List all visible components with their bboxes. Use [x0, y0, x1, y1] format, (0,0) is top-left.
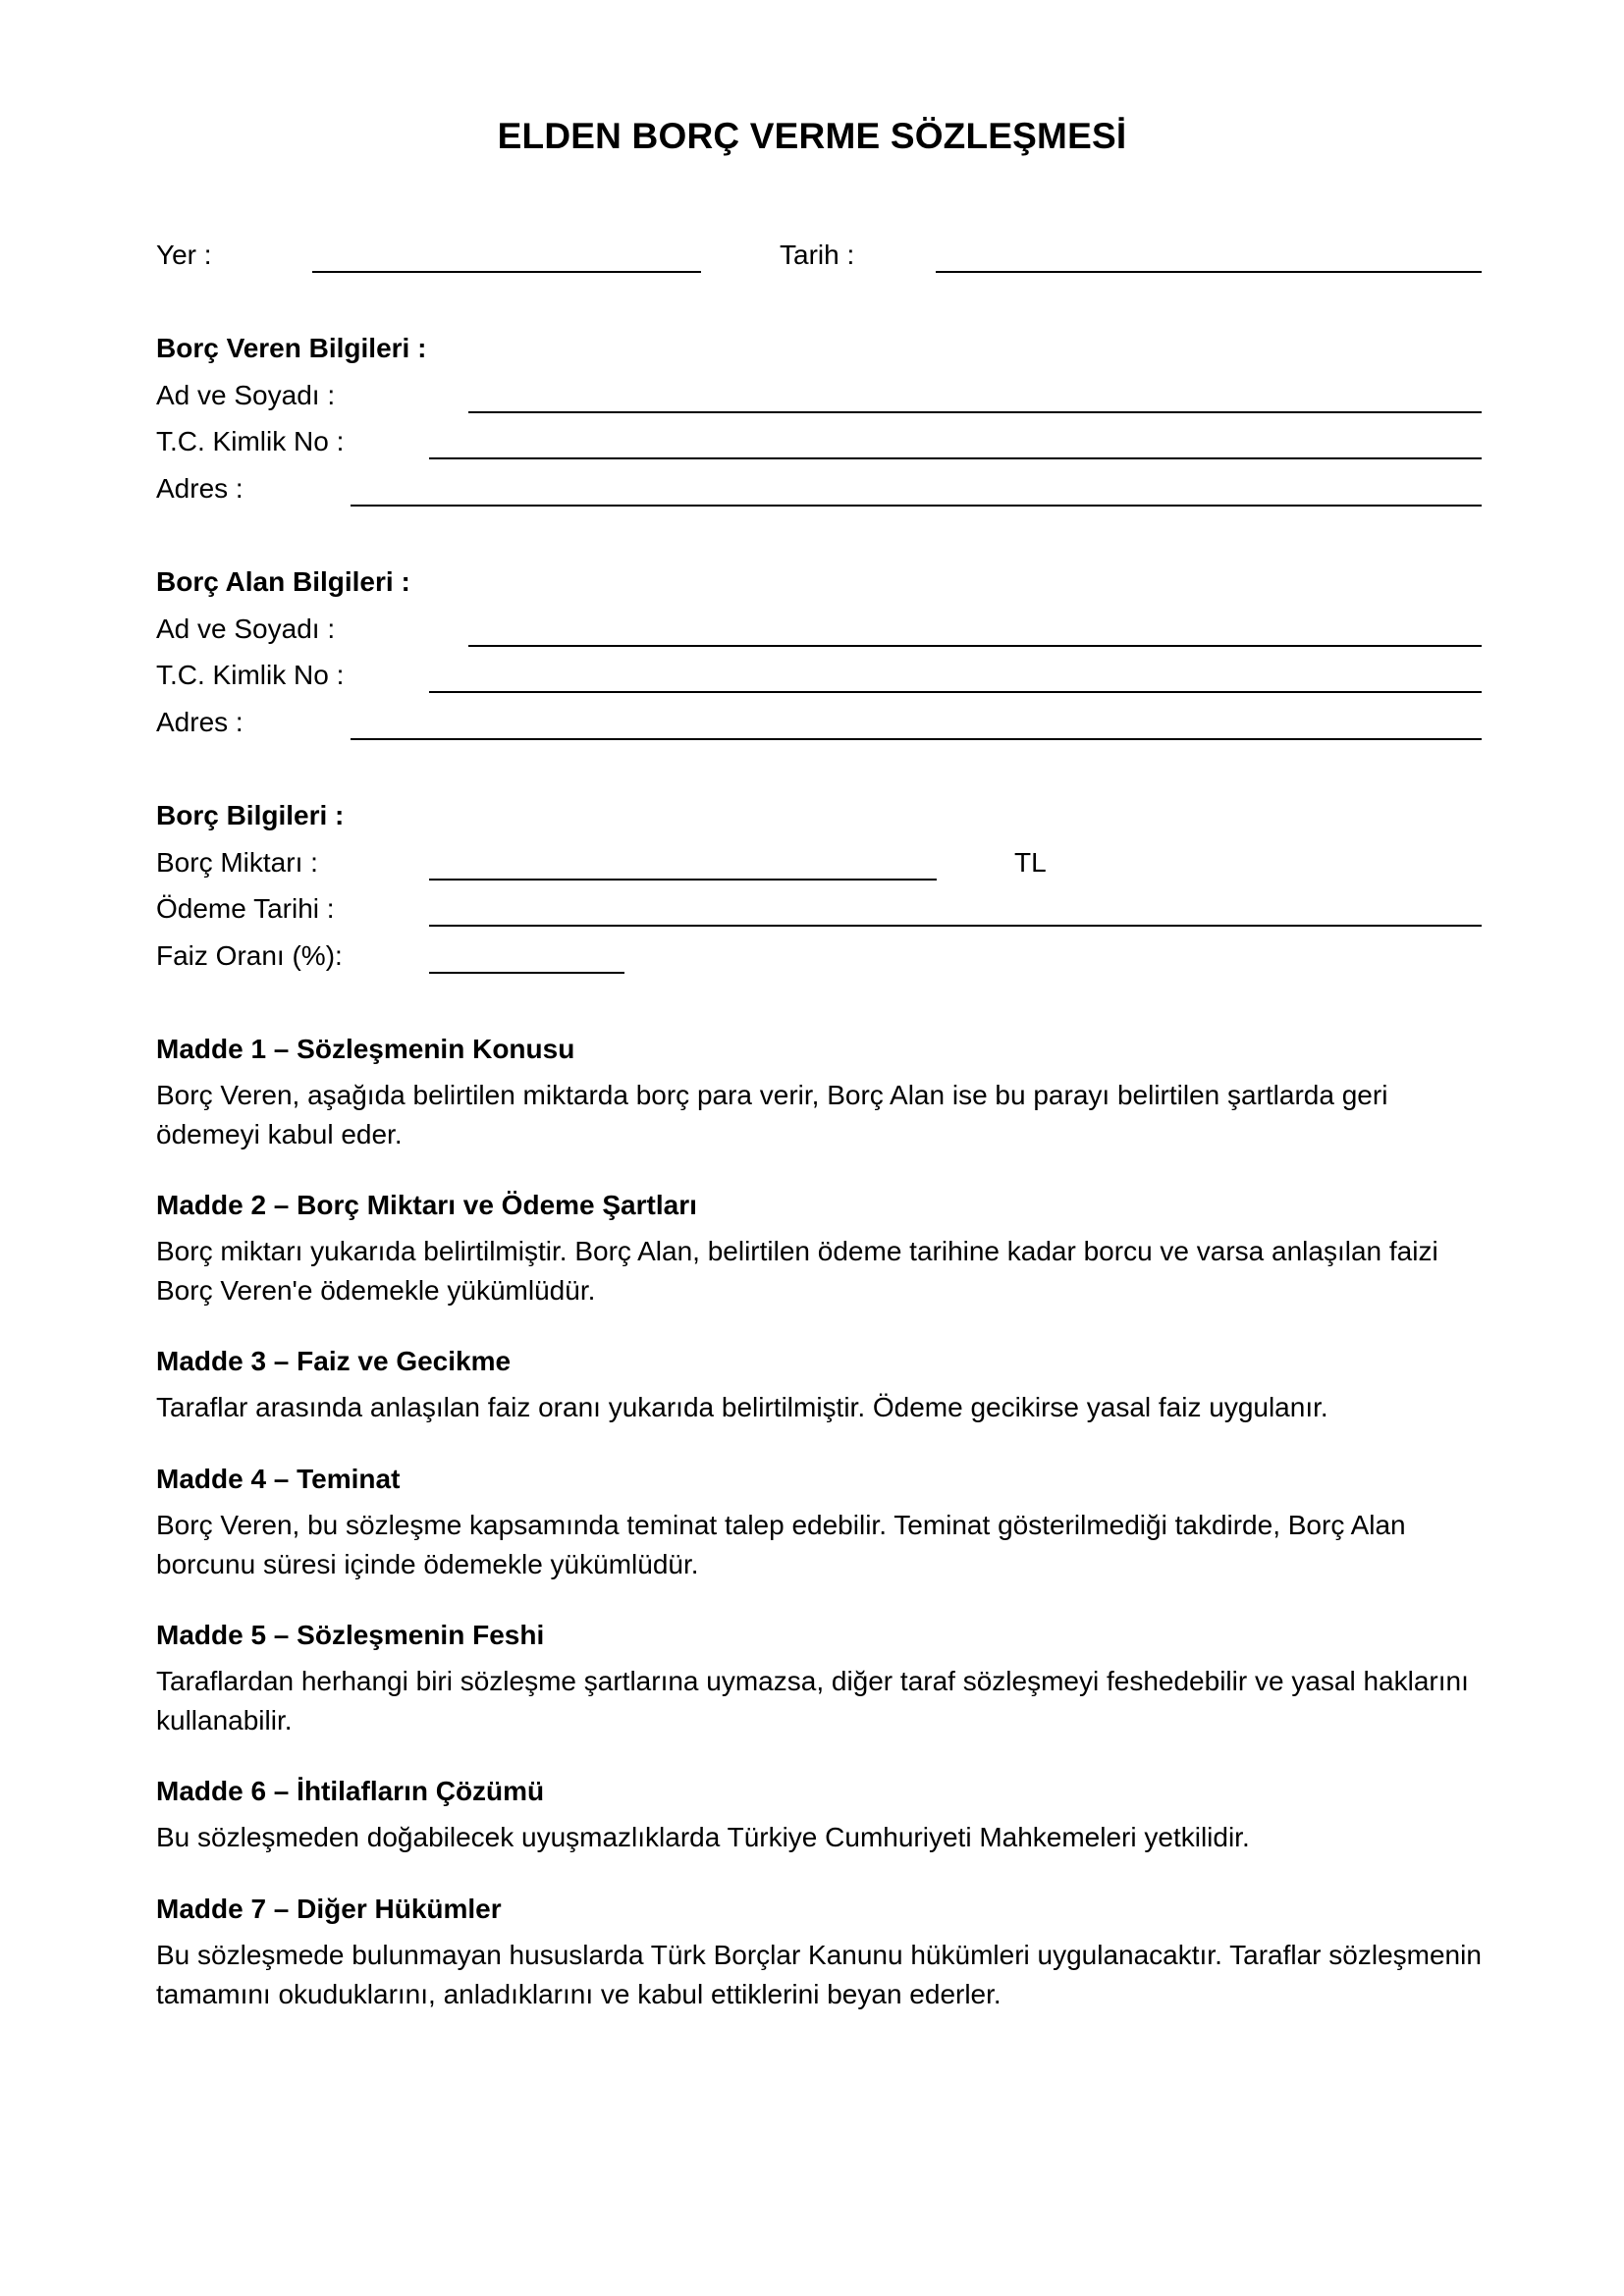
payment-date-label: Ödeme Tarihi :: [156, 893, 335, 924]
borrower-heading: Borç Alan Bilgileri :: [156, 566, 410, 597]
currency-label: TL: [1014, 847, 1047, 878]
article-5-text: Taraflardan herhangi biri sözleşme şartlarına uymazsa, diğer taraf sözleşmeyi feshedebilir ve yasal haklarını kullanabilir.: [156, 1666, 1469, 1735]
interest-rate-field-line[interactable]: [429, 972, 624, 974]
payment-date-field-line[interactable]: [429, 925, 1482, 927]
loan-heading: Borç Bilgileri :: [156, 800, 345, 830]
lender-id-label: T.C. Kimlik No :: [156, 426, 345, 456]
lender-heading: Borç Veren Bilgileri :: [156, 333, 427, 363]
lender-id-field-line[interactable]: [429, 457, 1482, 459]
article-2-text: Borç miktarı yukarıda belirtilmiştir. Borç Alan, belirtilen ödeme tarihine kadar borcu ve varsa anlaşılan faizi Borç Veren'e ödemekle yükümlüdür.: [156, 1236, 1438, 1306]
article-2-title: Madde 2 – Borç Miktarı ve Ödeme Şartları: [156, 1190, 697, 1220]
borrower-name-field-line[interactable]: [468, 645, 1482, 647]
lender-name-label: Ad ve Soyadı :: [156, 380, 336, 410]
loan-amount-label: Borç Miktarı :: [156, 847, 318, 878]
interest-rate-label: Faiz Oranı (%):: [156, 940, 343, 971]
article-6-title: Madde 6 – İhtilafların Çözümü: [156, 1776, 545, 1806]
article-4-title: Madde 4 – Teminat: [156, 1464, 401, 1494]
lender-name-field-line[interactable]: [468, 411, 1482, 413]
article-4-text: Borç Veren, bu sözleşme kapsamında teminat talep edebilir. Teminat gösterilmediği takdirde, Borç Alan borcunu süresi içinde ödemekle yükümlüdür.: [156, 1510, 1406, 1579]
article-7-text: Bu sözleşmede bulunmayan hususlarda Türk Borçlar Kanunu hükümleri uygulanacaktır. Taraflar sözleşmenin tamamını okuduklarını, anladıklarını ve kabul ettiklerini beyan ederler.: [156, 1940, 1482, 2009]
borrower-address-label: Adres :: [156, 707, 244, 737]
document-title: ELDEN BORÇ VERME SÖZLEŞMESİ: [497, 116, 1127, 156]
article-3-text: Taraflar arasında anlaşılan faiz oranı yukarıda belirtilmiştir. Ödeme gecikirse yasal faiz uygulanır.: [156, 1392, 1328, 1422]
article-3-title: Madde 3 – Faiz ve Gecikme: [156, 1346, 512, 1376]
article-6-text: Bu sözleşmeden doğabilecek uyuşmazlıklarda Türkiye Cumhuriyeti Mahkemeleri yetkilidir.: [156, 1822, 1250, 1852]
date-field-line[interactable]: [936, 271, 1482, 273]
lender-address-field-line[interactable]: [351, 505, 1482, 507]
borrower-name-label: Ad ve Soyadı :: [156, 614, 336, 644]
place-label: Yer :: [156, 240, 212, 270]
date-label: Tarih :: [780, 240, 855, 270]
article-1-title: Madde 1 – Sözleşmenin Konusu: [156, 1034, 575, 1064]
loan-amount-field-line[interactable]: [429, 879, 937, 881]
article-7-title: Madde 7 – Diğer Hükümler: [156, 1894, 502, 1924]
borrower-id-field-line[interactable]: [429, 691, 1482, 693]
lender-address-label: Adres :: [156, 473, 244, 504]
borrower-id-label: T.C. Kimlik No :: [156, 660, 345, 690]
article-5-title: Madde 5 – Sözleşmenin Feshi: [156, 1620, 545, 1650]
place-field-line[interactable]: [312, 271, 701, 273]
borrower-address-field-line[interactable]: [351, 738, 1482, 740]
article-1-text: Borç Veren, aşağıda belirtilen miktarda borç para verir, Borç Alan ise bu parayı belirtilen şartlarda geri ödemeyi kabul eder.: [156, 1080, 1388, 1149]
